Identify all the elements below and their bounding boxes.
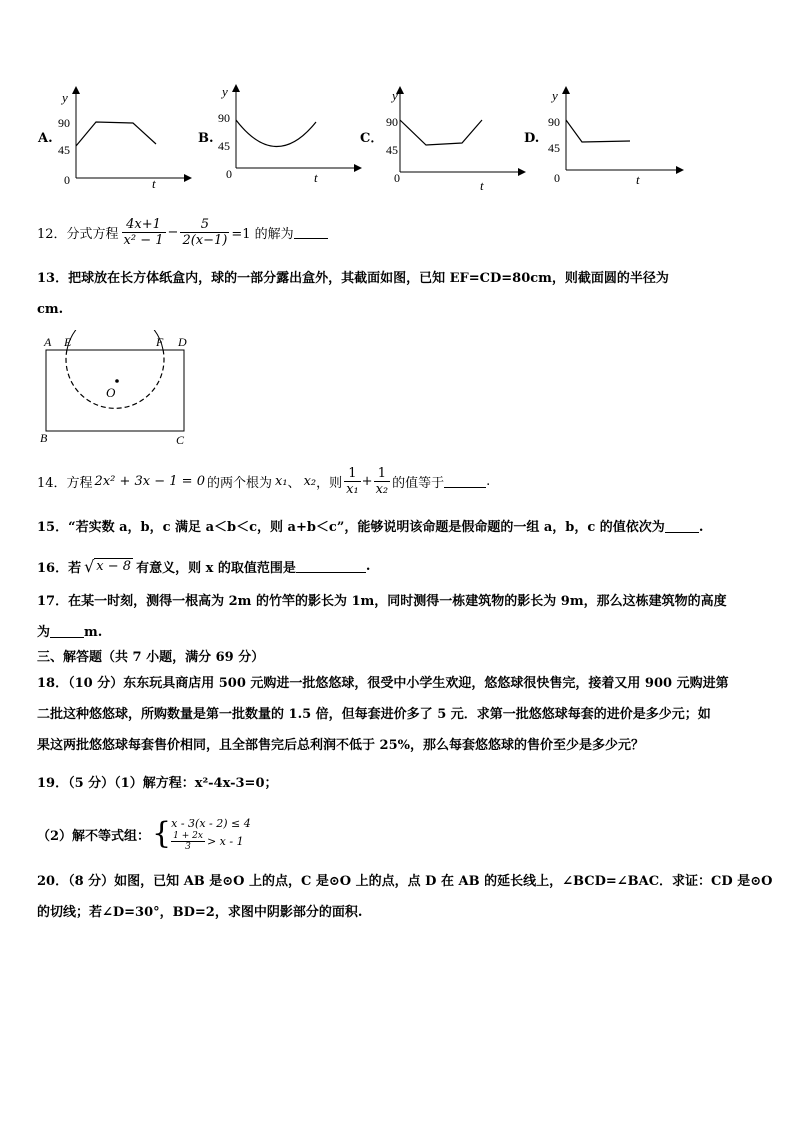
question-12 xyxy=(37,210,437,254)
q19-ineq2-rest: > x - 1 xyxy=(206,834,244,848)
option-c-letter: C． xyxy=(360,131,384,146)
q14-suffix: 的值等于 xyxy=(392,475,445,491)
q14-end: . xyxy=(486,473,491,489)
q16-answer-blank xyxy=(296,560,366,573)
option-a-origin: 0 xyxy=(64,173,70,187)
q19-system xyxy=(171,817,251,852)
q19-part2-label: （2）解不等式组： xyxy=(37,828,151,844)
q14-f2-denominator: x₂ xyxy=(375,481,389,497)
q14-x2: x₂ xyxy=(303,473,317,489)
option-a-ylabel: y xyxy=(62,90,68,105)
q14-f1-denominator: x₁ xyxy=(346,481,359,497)
option-b-letter: B. xyxy=(198,131,214,146)
option-d-ylabel: y xyxy=(552,88,558,103)
q12-f2-denominator: 2(x−1) xyxy=(182,232,228,248)
question-15 xyxy=(37,519,703,537)
option-b-tlabel: t xyxy=(314,170,318,185)
q16-radicand: x − 8 xyxy=(96,559,132,574)
q17-line1: 17．在某一时刻，测得一根高为 2m 的竹竿的影长为 1m，同时测得一栋建筑物的影长为 9m，那么这栋建筑物的高度 xyxy=(37,594,727,609)
option-c-ylabel: y xyxy=(392,88,398,103)
q12-f2-numerator: 5 xyxy=(180,217,229,233)
q14-equation: 2x² + 3x − 1 = 0 xyxy=(94,473,205,489)
option-a-letter: A. xyxy=(38,131,53,146)
q14-prefix: 14．方程 xyxy=(37,475,93,491)
q20-line2: 的切线；若∠D=30°，BD=2，求图中阴影部分的面积. xyxy=(37,905,363,920)
q14-f2-numerator: 1 xyxy=(374,466,391,482)
q14-x1: x₁ xyxy=(275,473,288,489)
q16-radical xyxy=(84,557,133,576)
option-a-90: 90 xyxy=(58,116,70,130)
q19-ineq2-numerator: 1 + 2x xyxy=(173,830,203,841)
q15-end: . xyxy=(698,520,704,535)
option-d-graph xyxy=(548,82,698,192)
q17-line2-prefix: 为 xyxy=(37,625,51,640)
q12-answer-blank xyxy=(294,226,328,239)
question-14 xyxy=(37,459,517,503)
question-16 xyxy=(37,554,370,578)
option-d-tlabel: t xyxy=(636,172,640,187)
q12-f1-numerator: 4x+1 xyxy=(122,217,166,233)
q17-answer-blank xyxy=(50,625,84,638)
option-c-tlabel: t xyxy=(480,178,484,193)
option-b-origin: 0 xyxy=(226,167,232,181)
option-b-ylabel: y xyxy=(222,84,228,99)
section-3-heading: 三、解答题（共 7 小题，满分 69 分） xyxy=(37,650,265,665)
option-c-45: 45 xyxy=(386,143,398,157)
q16-suffix: 有意义，则 x 的取值范围是 xyxy=(136,560,296,576)
q19-ineq2-denominator: 3 xyxy=(185,841,191,852)
option-b-45: 45 xyxy=(218,139,230,153)
q16-prefix: 16．若 xyxy=(37,560,82,576)
option-c-90: 90 xyxy=(386,115,398,129)
label-e: E xyxy=(64,335,72,349)
option-a-graph xyxy=(58,82,198,192)
q14-sep: 、 xyxy=(287,475,301,491)
label-d: D xyxy=(178,335,187,349)
option-c-origin: 0 xyxy=(394,171,400,185)
label-a: A xyxy=(44,335,52,349)
q14-answer-blank xyxy=(444,475,486,488)
q18-line1: 18．（10 分）东东玩具商店用 500 元购进一批悠悠球，很受中小学生欢迎，悠悠球很快售完，接着又用 900 元购进第 xyxy=(37,676,729,691)
q15-text: 15．“若实数 a，b，c 满足 a＜b＜c，则 a+b＜c”，能够说明该命题是假命题的一组 a，b，c 的值依次为 xyxy=(37,520,665,535)
option-d-90: 90 xyxy=(548,115,560,129)
q19-line1: 19．（5 分）（1）解方程：x²-4x-3=0； xyxy=(37,776,278,791)
q12-minus: − xyxy=(167,224,179,240)
option-c-graph xyxy=(382,82,542,194)
q13-line2: cm. xyxy=(37,302,64,317)
option-d-45: 45 xyxy=(548,141,560,155)
q12-f1-denominator: x² − 1 xyxy=(123,232,164,248)
q19-ineq2 xyxy=(171,831,251,852)
q13-line1: 13．把球放在长方体纸盒内，球的一部分露出盒外，其截面如图，已知 EF=CD=80cm，则截面圆的半径为 xyxy=(37,271,669,286)
brace-icon: { xyxy=(152,816,172,851)
label-c: C xyxy=(176,433,185,447)
q19-ineq1: x - 3(x - 2) ≤ 4 xyxy=(171,816,251,830)
option-a-tlabel: t xyxy=(152,176,156,191)
q12-suffix: =1 的解为 xyxy=(231,226,294,242)
label-o: O xyxy=(106,385,116,400)
q14-f1-numerator: 1 xyxy=(344,466,361,482)
q14-plus: + xyxy=(361,473,373,489)
q19-part2 xyxy=(37,814,251,854)
q14-mid: 的两个根为 xyxy=(206,475,272,491)
q16-end: . xyxy=(365,558,371,574)
option-b-graph xyxy=(216,82,376,192)
q17-line2 xyxy=(37,624,102,642)
q12-fraction-1 xyxy=(122,217,166,248)
q20-line1: 20．（8 分）如图，已知 AB 是⊙O 上的点，C 是⊙O 上的点，点 D 在 AB 的延长线上，∠BCD=∠BAC．求证：CD 是⊙O xyxy=(37,874,773,889)
option-b-90: 90 xyxy=(218,111,230,125)
q19-ineq2-fraction xyxy=(171,831,205,852)
option-d-letter: D. xyxy=(524,131,540,146)
q14-fraction-2 xyxy=(374,466,391,497)
q17-line2-suffix: m. xyxy=(84,625,103,640)
label-b: B xyxy=(40,431,48,445)
q13-figure xyxy=(36,330,196,448)
q14-then: ，则 xyxy=(316,475,343,491)
q12-fraction-2 xyxy=(180,217,229,248)
label-f: F xyxy=(156,335,164,349)
sqrt-icon: √ xyxy=(84,556,95,576)
q15-answer-blank xyxy=(665,520,699,533)
q12-prefix: 12．分式方程 xyxy=(37,226,119,242)
q14-fraction-1 xyxy=(344,466,361,497)
q18-line3: 果这两批悠悠球每套售价相同，且全部售完后总利润不低于 25%，那么每套悠悠球的售价至少是多少元？ xyxy=(37,738,644,753)
option-a-45: 45 xyxy=(58,143,70,157)
q18-line2: 二批这种悠悠球，所购数量是第一批数量的 1.5 倍，但每套进价多了 5 元．求第一批悠悠球每套的进价是多少元；如 xyxy=(37,707,711,722)
option-d-origin: 0 xyxy=(554,171,560,185)
q11-options xyxy=(30,82,730,194)
